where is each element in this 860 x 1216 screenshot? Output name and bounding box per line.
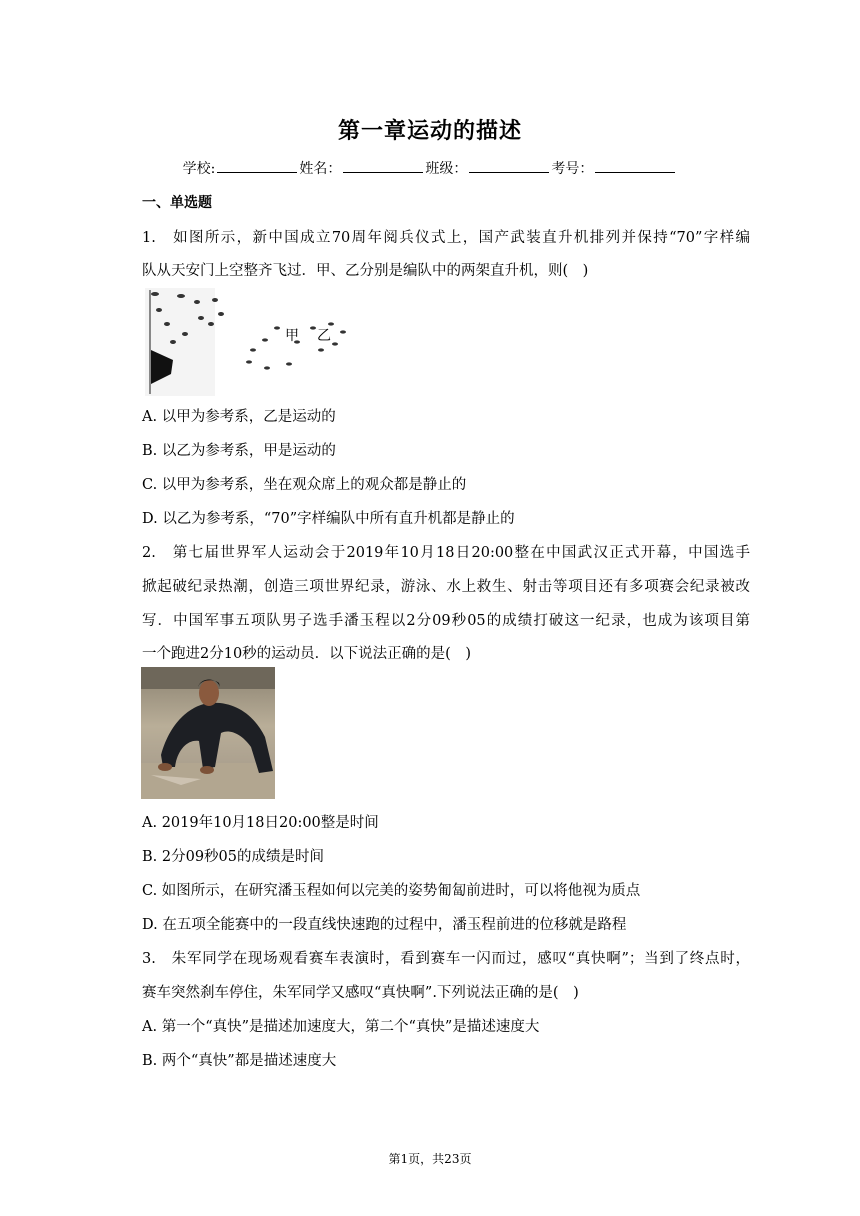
q1-option-a: A. 以甲为参考系，乙是运动的 [142,409,336,425]
name-blank [343,160,423,173]
q1-option-b: B. 以乙为参考系，甲是运动的 [142,443,336,459]
q2-stem-line3: 写．中国军事五项队男子选手潘玉程以2分09秒05的成绩打破这一纪录，也成为该项目第 [142,613,750,629]
q1-helicopter-formation-figure [145,288,355,396]
page-footer: 第1页，共23页 [388,1152,472,1166]
q3-stem-line1: 3. 朱军同学在现场观看赛车表演时，看到赛车一闪而过，感叹“真快啊”；当到了终点时， [142,951,750,967]
q1-option-c: C. 以甲为参考系，坐在观众席上的观众都是静止的 [142,477,467,493]
q3-option-b: B. 两个“真快”都是描述速度大 [142,1053,337,1069]
q3-stem-line2: 赛车突然刹车停住，朱军同学又感叹“真快啊”.下列说法正确的是( ) [142,985,579,1001]
document-title: 第一章运动的描述 [337,119,522,144]
name-label: 姓名： [299,161,342,177]
q2-athlete-crawling-photo [141,667,275,799]
class-label: 班级： [425,161,468,177]
section-heading: 一、单选题 [142,195,212,211]
label-jia: 甲 [285,328,299,344]
q1-stem-line1: 1. 如图所示，新中国成立70周年阅兵仪式上，国产武装直升机排列并保持“70”字样编 [142,230,750,246]
label-yi: 乙 [317,328,331,344]
exam-number-label: 考号： [551,161,594,177]
q2-option-d: D. 在五项全能赛中的一段直线快速跑的过程中，潘玉程前进的位移就是路程 [142,917,627,933]
school-blank [217,160,297,173]
q2-stem-line4: 一个跑进2分10秒的运动员．以下说法正确的是( ) [142,646,471,662]
q1-stem-line2: 队从天安门上空整齐飞过．甲、乙分别是编队中的两架直升机，则( ) [142,263,589,279]
q2-option-c: C. 如图所示，在研究潘玉程如何以完美的姿势匍匐前进时，可以将他视为质点 [142,883,641,899]
class-blank [469,160,549,173]
q3-option-a: A. 第一个“真快”是描述加速度大，第二个“真快”是描述速度大 [142,1019,540,1035]
school-label: 学校: [182,161,216,177]
q2-stem-line1: 2. 第七届世界军人运动会于2019年10月18日20:00整在中国武汉正式开幕，中国选手 [142,545,750,561]
exam-number-blank [595,160,675,173]
q2-stem-line2: 掀起破纪录热潮，创造三项世界纪录，游泳、水上救生、射击等项目还有多项赛会纪录被改 [142,579,750,595]
q2-option-b: B. 2分09秒05的成绩是时间 [142,849,324,865]
student-info-line [0,158,860,178]
q2-option-a: A. 2019年10月18日20:00整是时间 [142,815,379,831]
q1-option-d: D. 以乙为参考系，“70”字样编队中所有直升机都是静止的 [142,511,515,527]
